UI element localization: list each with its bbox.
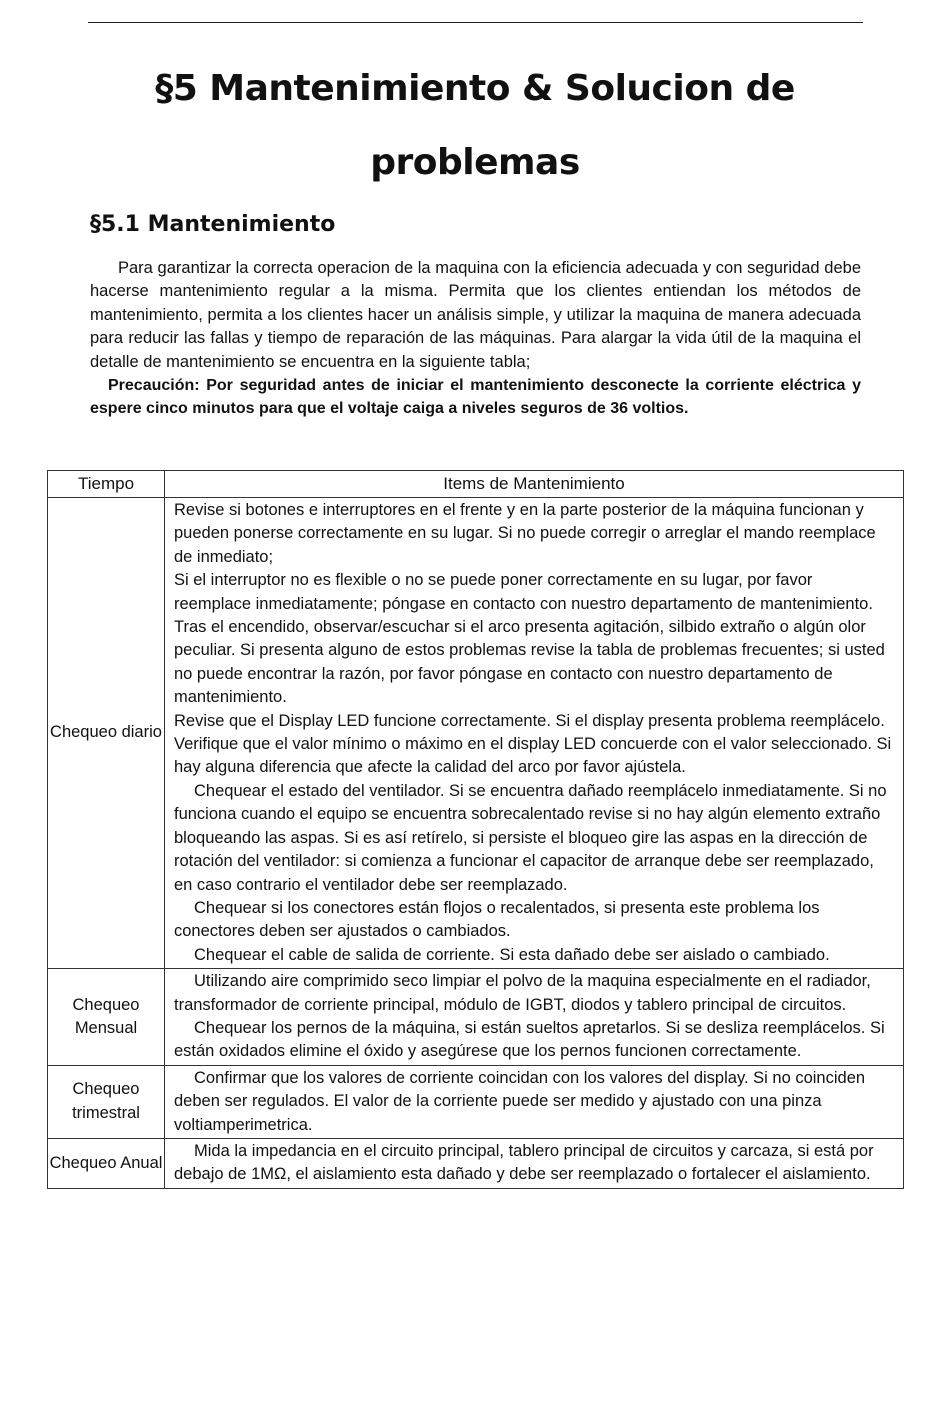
time-cell-mensual [48,969,165,1066]
time-cell-anual [48,1138,165,1188]
maintenance-item: Si el interruptor no es flexible o no se puede poner correctamente en su lugar, por favor reemplace inmediatamente; póngase en contacto con nuestro departamento de mantenimiento. [174,571,873,613]
top-rule [88,22,863,23]
table-row [48,1138,904,1188]
table-row [48,498,904,969]
items-cell-anual [165,1138,904,1188]
time-label: Chequeo Mensual [72,995,140,1037]
section-heading: §5.1 Mantenimiento [90,212,336,237]
maintenance-item: Utilizando aire comprimido seco limpiar el polvo de la maquina especialmente en el radiador, transformador de corriente principal, módulo de IGBT, diodos y tablero principal de circuitos. [174,972,871,1014]
maintenance-item: Mida la impedancia en el circuito principal, tablero principal de circuitos y carcaza, si está por debajo de 1MΩ, el aislamiento esta dañado y debe ser reemplazado o fortalecer el aislamiento. [174,1141,874,1184]
time-label: Chequeo diario [50,723,162,742]
table-header-row [48,471,904,498]
items-cell-mensual [165,969,904,1066]
header-items: Items de Mantenimiento [165,471,904,498]
time-label: Chequeo Anual [49,1153,163,1172]
maintenance-item: Chequear el estado del ventilador. Si se encuentra dañado reemplácelo inmediatamente. Si no funciona cuando el equipo se encuentra sobrecalentado revise si no hay algún elemento extraño bloqueando las aspas. Si es así retírelo, si persiste el bloqueo gire las aspas en la dirección de rotación del ventilador: si comienza a funcionar el capacitor de arranque debe ser reemplazado, en caso contrario el ventilador debe ser reemplazado. [174,781,887,894]
caution-paragraph: Precaución: Por seguridad antes de iniciar el mantenimiento desconecte la corriente eléctrica y espere cinco minutos para que el voltaje caiga a niveles seguros de 36 voltios. [90,377,861,418]
time-cell-diario [48,498,165,969]
maintenance-table [47,470,904,1189]
items-cell-diario [165,498,904,969]
maintenance-item: Chequear los pernos de la máquina, si están sueltos apretarlos. Si se desliza reemplácelos. Si están oxidados elimine el óxido y asegúrese que los pernos funcionen correctamente. [174,1018,885,1061]
maintenance-item: Confirmar que los valores de corriente coincidan con los valores del display. Si no coinciden deben ser regulados. El valor de la corriente puede ser medido y ajustado con una pinza voltiamperimetrica. [174,1068,866,1134]
time-cell-trimestral [48,1065,165,1138]
items-cell-trimestral [165,1065,904,1138]
maintenance-item: Revise que el Display LED funcione correctamente. Si el display presenta problema reemplácelo. [174,711,885,730]
header-tiempo: Tiempo [48,471,165,498]
maintenance-item: Chequear el cable de salida de corriente. Si esta dañado debe ser aislado o cambiado. [194,945,830,964]
table-row [48,1065,904,1138]
intro-block [90,257,861,421]
maintenance-item: Verifique que el valor mínimo o máximo en el display LED concuerde con el valor seleccionado. Si hay alguna diferencia que afecte la calidad del arco por favor ajústela. [174,735,892,777]
time-label: Chequeo trimestral [72,1080,140,1122]
maintenance-item: Revise si botones e interruptores en el frente y en la parte posterior de la máquina funcionan y pueden ponerse correctamente en su lugar. Si no puede corregir o arreglar el mando reemplace de inmediato; [174,501,876,566]
maintenance-item: Tras el encendido, observar/escuchar si el arco presenta agitación, silbido extraño o algún olor peculiar. Si presenta alguno de estos problemas revise la tabla de problemas frecuentes; si usted no puede encontrar la razón, por favor póngase en contacto con nuestro departamento de mantenimiento. [174,618,885,707]
intro-paragraph: Para garantizar la correcta operacion de la maquina con la eficiencia adecuada y con seguridad debe hacerse mantenimiento regular a la misma. Permita que los clientes entiendan los métodos de mantenimiento, permita a los clientes hacer un análisis simple, y utilizar la maquina de manera adecuada para reducir las fallas y tiempo de reparación de las máquinas. Para alargar la vida útil de la maquina el detalle de mantenimiento se encuentra en la siguiente tabla; [90,259,861,371]
maintenance-item: Chequear si los conectores están flojos o recalentados, si presenta este problema los conectores deben ser ajustados o cambiados. [174,898,820,941]
table-row [48,969,904,1066]
page-title: §5 Mantenimiento & Solucion de problemas [155,68,795,183]
